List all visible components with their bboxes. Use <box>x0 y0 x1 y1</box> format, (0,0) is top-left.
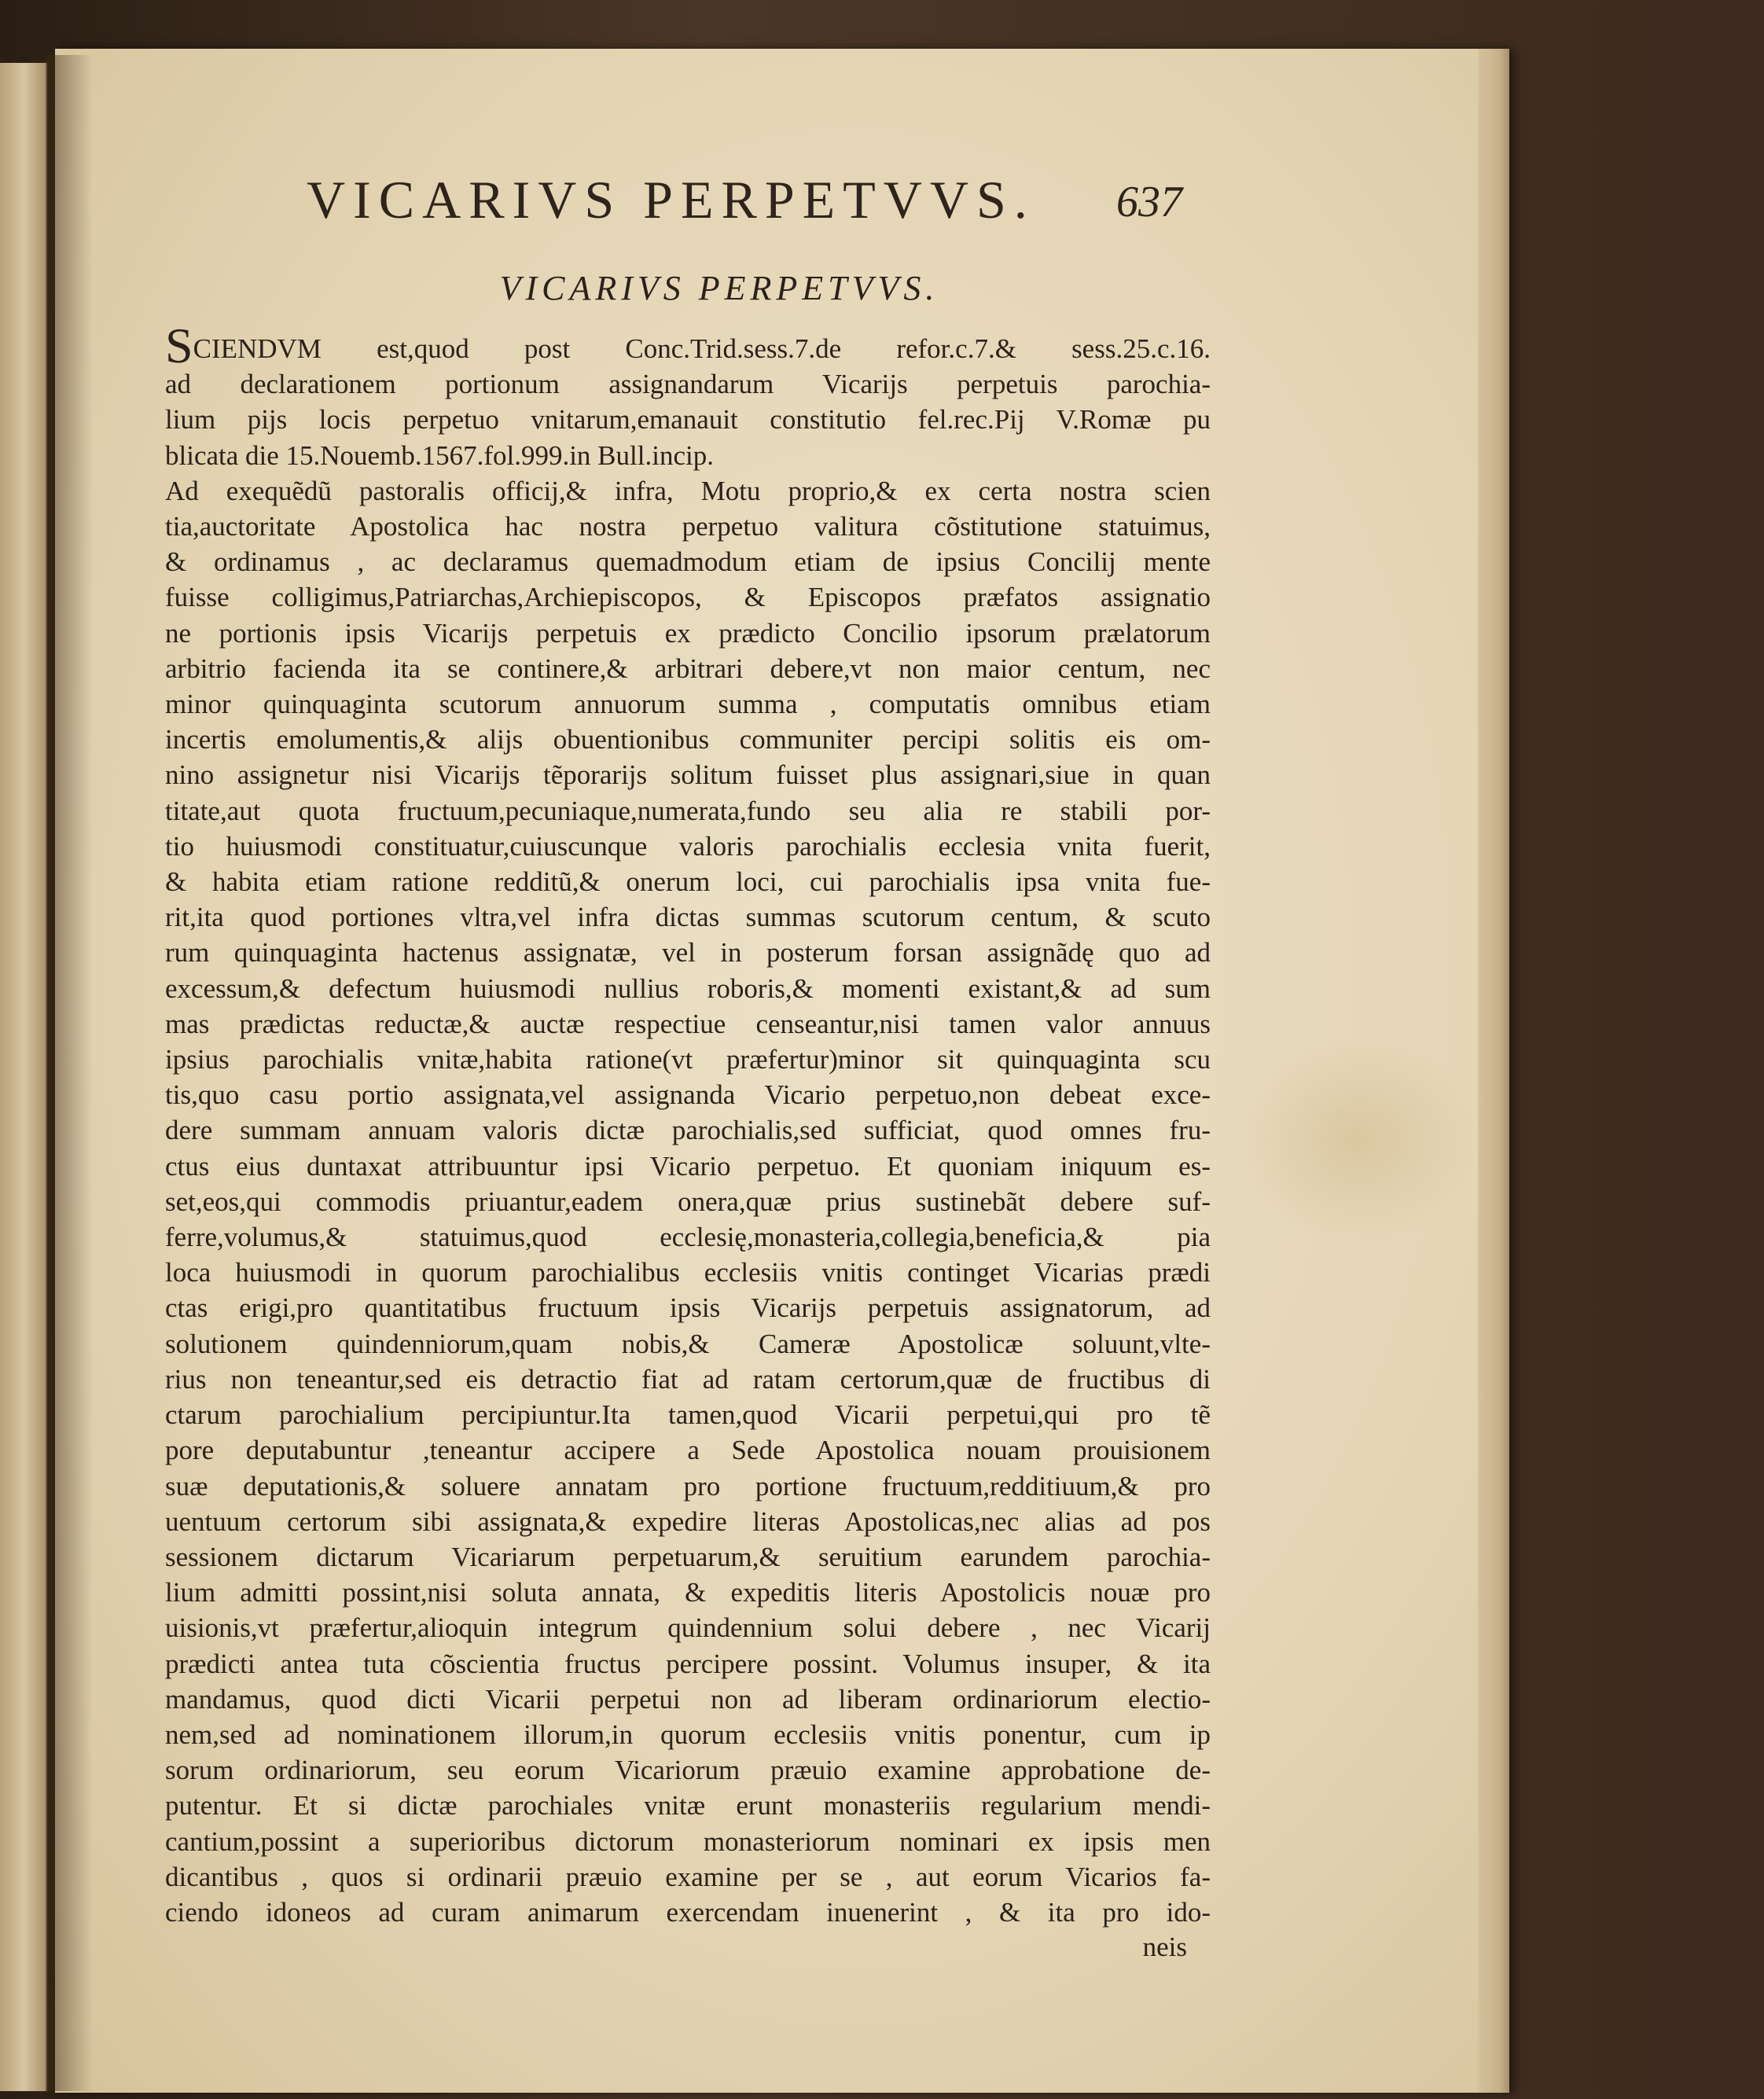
text-line: sessionem dictarum Vicariarum perpetuarum,& seruitium earundem parochia- <box>165 1541 1211 1572</box>
page-number: 637 <box>1116 178 1182 226</box>
text-line: uentuum certorum sibi assignata,& expedire literas Apostolicas,nec alias ad pos <box>165 1505 1211 1537</box>
text-line: ad declarationem portionum assignandarum Vicarijs perpetuis parochia- <box>165 369 1211 400</box>
text-line: suæ deputationis,& soluere annatam pro portione fructuum,redditiuum,& pro <box>165 1470 1211 1502</box>
text-line: ctarum parochialium percipiuntur.Ita tamen,quod Vicarii perpetui,qui pro tẽ <box>165 1399 1211 1431</box>
text-line: set,eos,qui commodis priuantur,eadem onera,quæ prius sustinebãt debere suf- <box>165 1186 1211 1217</box>
text-line: ctus eius duntaxat attribuuntur ipsi Vicario perpetuo. Et quoniam iniquum es- <box>165 1150 1211 1182</box>
text-line: SCIENDVM est,quod post Conc.Trid.sess.7.de refor.c.7.& sess.25.c.16. <box>165 318 1211 373</box>
water-stain <box>1234 1038 1478 1242</box>
text-line: ctas erigi,pro quantitatibus fructuum ipsis Vicarijs perpetuis assignatorum, ad <box>165 1292 1211 1324</box>
text-line: ipsius parochialis vnitæ,habita ratione(vt præfertur)minor sit quinquaginta scu <box>165 1044 1211 1075</box>
text-line: prædicti antea tuta cõscientia fructus percipere possint. Volumus insuper, & ita <box>165 1648 1211 1679</box>
text-line: nem,sed ad nominationem illorum,in quorum ecclesiis vnitis ponentur, cum ip <box>165 1719 1211 1750</box>
text-line: dere summam annuam valoris dictæ parochialis,sed sufficiat, quod omnes fru- <box>165 1115 1211 1146</box>
running-title: VICARIVS PERPETVVS. <box>307 170 1035 230</box>
text-line: titate,aut quota fructuum,pecuniaque,numerata,fundo seu alia re stabili por- <box>165 795 1211 826</box>
section-title: VICARIVS PERPETVVS. <box>499 269 939 307</box>
text-line: & ordinamus , ac declaramus quemadmodum etiam de ipsius Concilij mente <box>165 546 1211 578</box>
text-line: ciendo idoneos ad curam animarum exercendam inuenerint , & ita pro ido- <box>165 1896 1211 1928</box>
text-line: excessum,& defectum huiusmodi nullius roboris,& momenti existant,& ad sum <box>165 972 1211 1004</box>
text-line: solutionem quindenniorum,quam nobis,& Cameræ Apostolicæ soluunt,vlte- <box>165 1328 1211 1359</box>
text-line: sorum ordinariorum, seu eorum Vicariorum præuio examine approbatione de- <box>165 1755 1211 1786</box>
text-line: dicantibus , quos si ordinarii præuio examine per se , aut eorum Vicarios fa- <box>165 1861 1211 1892</box>
page-fore-edge <box>1478 49 1509 2093</box>
text-line: fuisse colligimus,Patriarchas,Archiepiscopos, & Episcopos præfatos assignatio <box>165 582 1211 613</box>
text-line: pore deputabuntur ,teneantur accipere a Sede Apostolica nouam prouisionem <box>165 1435 1211 1466</box>
page-content <box>165 169 1211 1965</box>
text-line: Ad exequẽdũ pastoralis officij,& infra, Motu proprio,& ex certa nostra scien <box>165 475 1211 506</box>
running-head <box>165 169 1211 240</box>
text-line: & habita etiam ratione redditũ,& onerum loci, cui parochialis ipsa vnita fue- <box>165 866 1211 898</box>
text-line: rius non teneantur,sed eis detractio fiat ad ratam certorum,quæ de fructibus di <box>165 1363 1211 1395</box>
text-line: minor quinquaginta scutorum annuorum summa , computatis omnibus etiam <box>165 689 1211 720</box>
text-line: incertis emolumentis,& alijs obuentionibus communiter percipi solitis eis om- <box>165 724 1211 755</box>
drop-capital: S <box>165 318 193 373</box>
text-line: nino assignetur nisi Vicarijs tẽporarijs solitum fuisset plus assignari,siue in quan <box>165 759 1211 791</box>
text-line: rum quinquaginta hactenus assignatæ, vel in posterum forsan assignãdę quo ad <box>165 937 1211 969</box>
text-line: arbitrio facienda ita se continere,& arbitrari debere,vt non maior centum, nec <box>165 652 1211 684</box>
text-line: rit,ita quod portiones vltra,vel infra dictas summas scutorum centum, & scuto <box>165 902 1211 933</box>
text-line: blicata die 15.Nouemb.1567.fol.999.in Bull.incip. <box>165 439 714 471</box>
text-line: tio huiusmodi constituatur,cuiuscunque valoris parochialis ecclesia vnita fuerit, <box>165 830 1211 862</box>
text-line: ne portionis ipsis Vicarijs perpetuis ex prædicto Concilio ipsorum prælatorum <box>165 617 1211 649</box>
text-line: lium pijs locis perpetuo vnitarum,emanauit constitutio fel.rec.Pij V.Romæ pu <box>165 404 1211 436</box>
facing-page-edge <box>0 63 47 2091</box>
body-text <box>165 318 1211 1930</box>
text-line: cantium,possint a superioribus dictorum monasteriorum nominari ex ipsis men <box>165 1825 1211 1857</box>
text-line: putentur. Et si dictæ parochiales vnitæ erunt monasteriis regularium mendi- <box>165 1790 1211 1821</box>
text-line: mandamus, quod dicti Vicarii perpetui non ad liberam ordinariorum electio- <box>165 1683 1211 1715</box>
gutter-shadow <box>46 55 93 2091</box>
text-line: tis,quo casu portio assignata,vel assignanda Vicario perpetuo,non debeat exce- <box>165 1079 1211 1111</box>
text-line: mas prædictas reductæ,& auctæ respectiue censeantur,nisi tamen valor annuus <box>165 1008 1211 1039</box>
text-line: tia,auctoritate Apostolica hac nostra perpetuo valitura cõstitutione statuimus, <box>165 511 1211 542</box>
text-line: loca huiusmodi in quorum parochialibus ecclesiis vnitis continget Vicarias prædi <box>165 1257 1211 1288</box>
text-line: lium admitti possint,nisi soluta annata, & expeditis literis Apostolicis nouæ pro <box>165 1577 1211 1608</box>
text-line: uisionis,vt præfertur,alioquin integrum quindennium solui debere , nec Vicarij <box>165 1612 1211 1644</box>
catchword: neis <box>1142 1932 1187 1963</box>
text-line: ferre,volumus,& statuimus,quod ecclesię,monasteria,collegia,beneficia,& pia <box>165 1222 1211 1253</box>
